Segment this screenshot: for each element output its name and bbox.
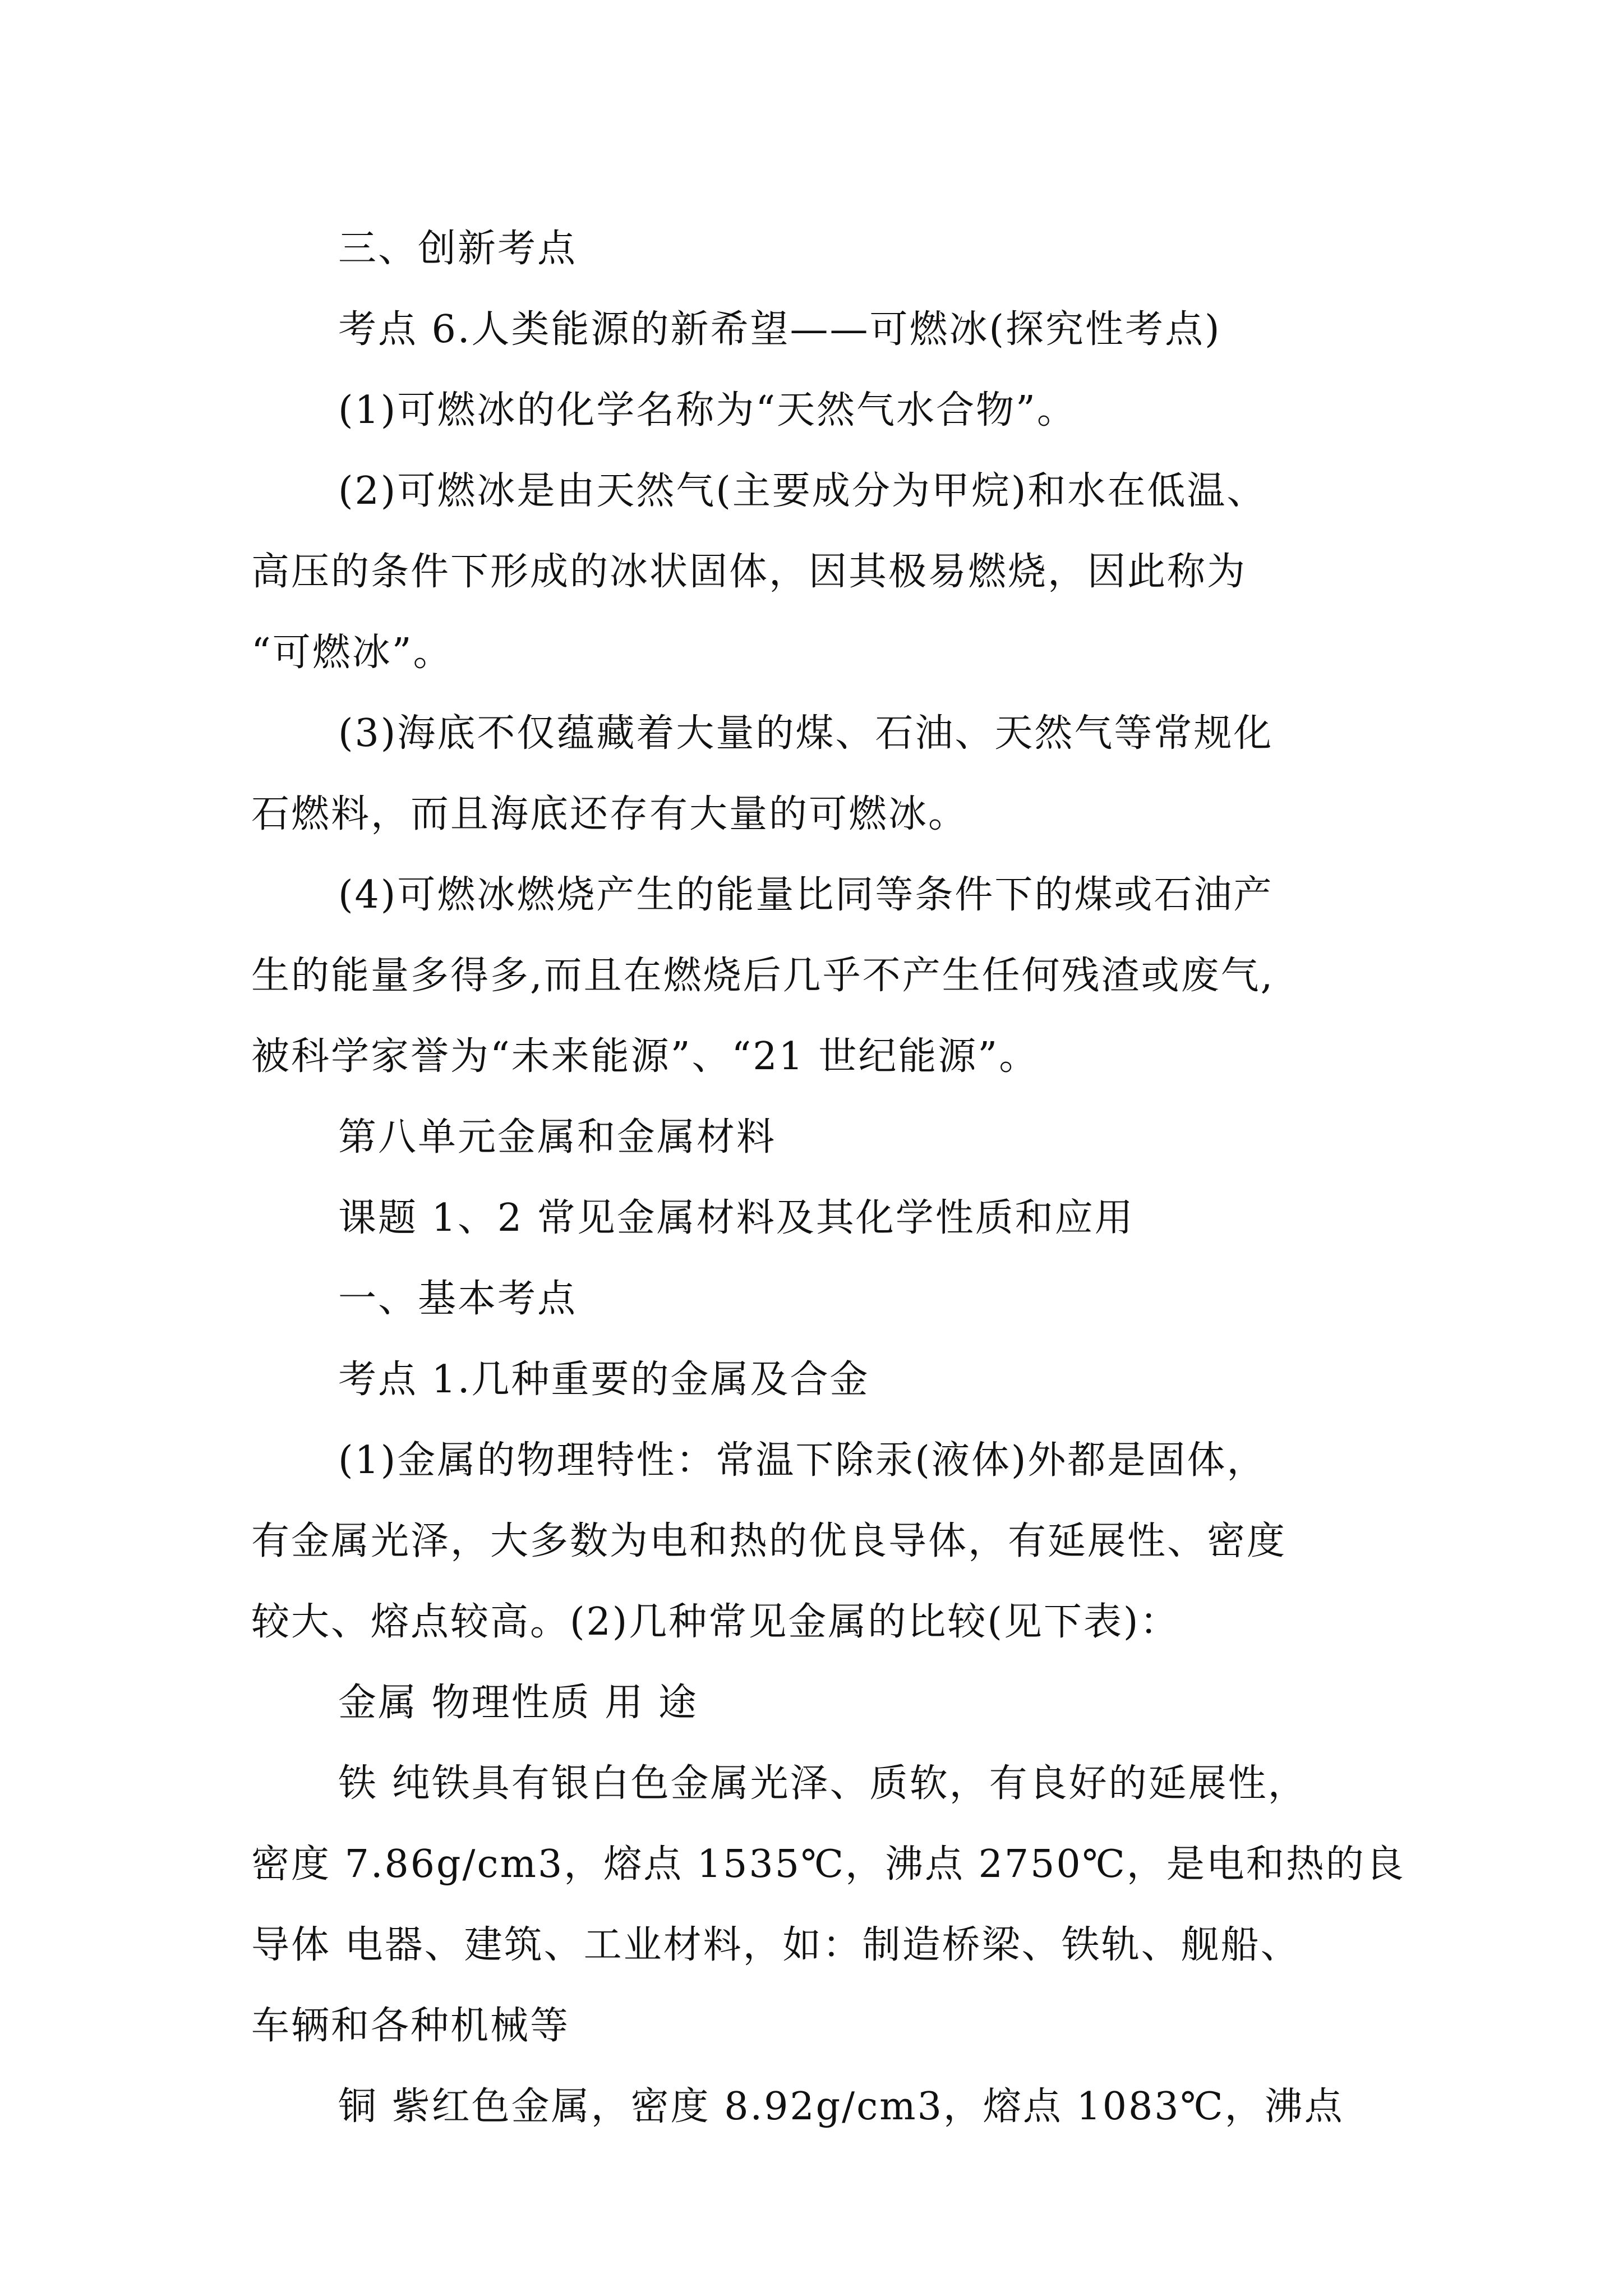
topic-heading: 考点 6.人类能源的新希望——可燃冰(探究性考点): [338, 307, 1221, 352]
paragraph-line: 生的能量多得多,而且在燃烧后几乎不产生任何残渣或废气,: [251, 954, 1275, 998]
lesson-heading: 课题 1、2 常见金属材料及其化学性质和应用: [338, 1196, 1135, 1240]
paragraph-line: (1)金属的物理特性：常温下除汞(液体)外都是固体，: [338, 1438, 1267, 1483]
paragraph-line: (1)可燃冰的化学名称为“天然气水合物”。: [338, 388, 1077, 432]
document-body: [251, 209, 1405, 2147]
table-row-line: 车辆和各种机械等: [251, 2004, 570, 2048]
table-header-line: 金属 物理性质 用 途: [338, 1681, 698, 1725]
table-row-line: 铜 紫红色金属，密度 8.92g/cm3，熔点 1083℃，沸点: [338, 2085, 1344, 2129]
topic-heading: 考点 1.几种重要的金属及合金: [338, 1358, 870, 1402]
paragraph-line: “可燃冰”。: [251, 631, 453, 675]
table-row-line: 密度 7.86g/cm3，熔点 1535℃，沸点 2750℃，是电和热的良: [251, 1842, 1405, 1887]
paragraph-line: (4)可燃冰燃烧产生的能量比同等条件下的煤或石油产: [338, 873, 1274, 917]
section-heading: 三、创新考点: [338, 227, 578, 271]
paragraph-line: 较大、熔点较高。(2)几种常见金属的比较(见下表)：: [251, 1600, 1180, 1644]
paragraph-line: (3)海底不仅蕴藏着大量的煤、石油、天然气等常规化: [338, 711, 1274, 756]
paragraph-line: 有金属光泽，大多数为电和热的优良导体，有延展性、密度: [251, 1519, 1287, 1563]
table-row-line: 铁 纯铁具有银白色金属光泽、质软，有良好的延展性，: [338, 1761, 1308, 1806]
unit-heading: 第八单元金属和金属材料: [338, 1115, 777, 1159]
table-row-line: 导体 电器、建筑、工业材料，如：制造桥梁、铁轨、舰船、: [251, 1923, 1301, 1967]
paragraph-line: (2)可燃冰是由天然气(主要成分为甲烷)和水在低温、: [338, 469, 1267, 513]
paragraph-line: 被科学家誉为“未来能源”、“21 世纪能源”。: [251, 1034, 1039, 1079]
paragraph-line: 石燃料，而且海底还存有大量的可燃冰。: [251, 792, 969, 836]
section-heading: 一、基本考点: [338, 1277, 578, 1321]
paragraph-line: 高压的条件下形成的冰状固体，因其极易燃烧，因此称为: [251, 550, 1247, 594]
